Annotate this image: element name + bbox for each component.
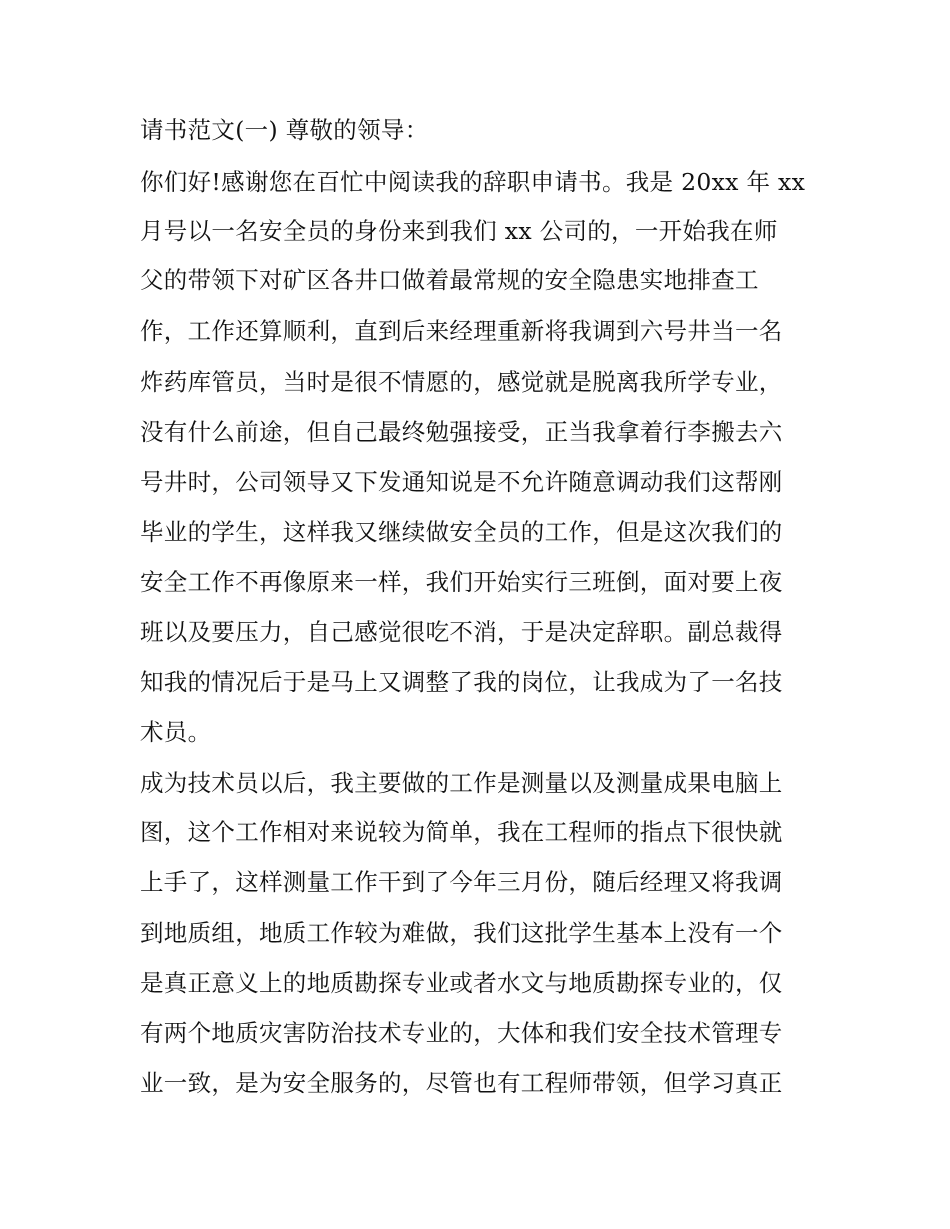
text-line-2: 你们好!感谢您在百忙中阅读我的辞职申请书。我是 20xx 年 xx	[140, 168, 806, 196]
text-line-9: 毕业的学生，这样我又继续做安全员的工作，但是这次我们的	[140, 518, 783, 546]
text-line-13: 术员。	[140, 718, 212, 746]
text-line-3: 月号以一名安全员的身份来到我们 xx 公司的，一开始我在师	[140, 217, 778, 245]
text-line-14: 成为技术员以后，我主要做的工作是测量以及测量成果电脑上	[140, 769, 783, 797]
text-line-16: 上手了，这样测量工作干到了今年三月份，随后经理又将我调	[140, 868, 783, 896]
text-line-15: 图，这个工作相对来说较为简单，我在工程师的指点下很快就	[140, 818, 783, 846]
text-line-17: 到地质组，地质工作较为难做，我们这批学生基本上没有一个	[140, 919, 783, 947]
text-line-18: 是真正意义上的地质勘探专业或者水文与地质勘探专业的，仅	[140, 969, 783, 997]
text-line-6: 炸药库管员，当时是很不情愿的，感觉就是脱离我所学专业，	[140, 368, 783, 396]
text-line-11: 班以及要压力，自己感觉很吃不消，于是决定辞职。副总裁得	[140, 618, 783, 646]
text-line-7: 没有什么前途，但自己最终勉强接受，正当我拿着行李搬去六	[140, 418, 783, 446]
text-line-1: 请书范文(一) 尊敬的领导：	[140, 116, 429, 144]
text-line-4: 父的带领下对矿区各井口做着最常规的安全隐患实地排查工	[140, 266, 759, 294]
text-line-20: 业一致，是为安全服务的，尽管也有工程师带领，但学习真正	[140, 1069, 783, 1097]
text-line-5: 作，工作还算顺利，直到后来经理重新将我调到六号井当一名	[140, 317, 783, 345]
text-line-12: 知我的情况后于是马上又调整了我的岗位，让我成为了一名技	[140, 668, 783, 696]
text-line-8: 号井时，公司领导又下发通知说是不允许随意调动我们这帮刚	[140, 468, 783, 496]
text-line-19: 有两个地质灾害防治技术专业的，大体和我们安全技术管理专	[140, 1019, 783, 1047]
text-line-10: 安全工作不再像原来一样，我们开始实行三班倒，面对要上夜	[140, 568, 783, 596]
